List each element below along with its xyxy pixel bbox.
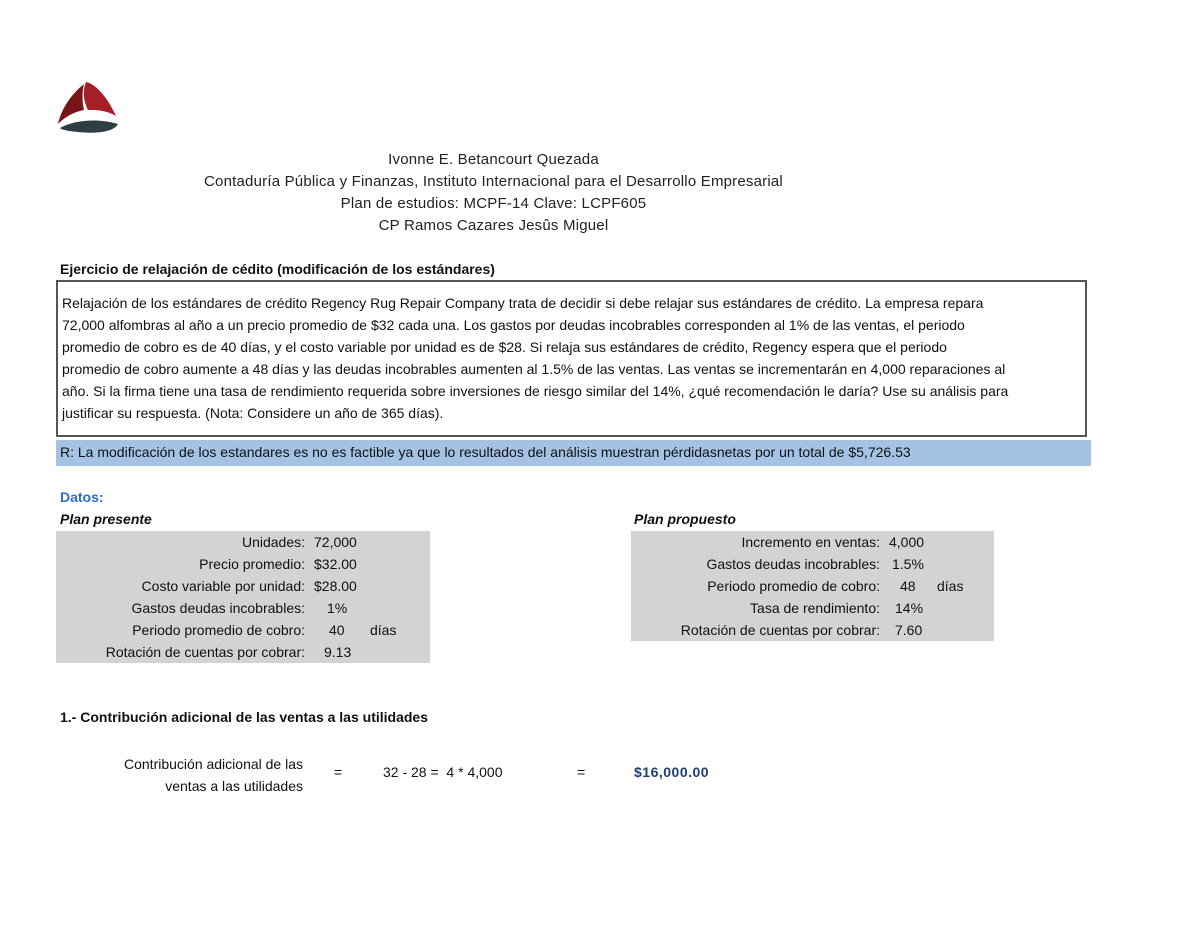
problem-line: 72,000 alfombras al año a un precio promedio de $32 cada una. Los gastos por deudas incobrables corresponden al 1% de las ventas, el periodo: [62, 317, 965, 333]
proposed-value: 4,000: [889, 534, 925, 550]
present-label: Rotación de cuentas por cobrar:: [105, 644, 305, 660]
present-row: [56, 597, 430, 619]
present-label: Unidades:: [241, 534, 305, 550]
proposed-unit: días: [937, 578, 964, 594]
present-row: [56, 575, 430, 597]
problem-line: promedio de cobro es de 40 días, y el costo variable por unidad es de $28. Si relaja sus estándares de crédito, Regency espera que el periodo: [62, 339, 947, 355]
author-name: Ivonne E. Betancourt Quezada: [388, 151, 599, 168]
contribution-label: [70, 753, 303, 797]
present-value: 9.13: [324, 644, 352, 660]
proposed-label: Gastos deudas incobrables:: [706, 556, 880, 572]
proposed-row: [631, 531, 994, 553]
program-name: Contaduría Pública y Finanzas, Instituto Internacional para el Desarrollo Empresarial: [204, 173, 783, 190]
answer-bar: R: La modificación de los estandares es no es factible ya que lo resultados del análisis muestran pérdidasnetas por un total de $5,726.53: [56, 440, 1091, 466]
formula: 32 - 28 = 4 * 4,000: [383, 764, 503, 780]
datos-label: Datos:: [60, 489, 104, 505]
present-plan-panel: [56, 531, 430, 663]
present-row: [56, 531, 430, 553]
equals-sign: =: [577, 764, 586, 780]
present-value: 1%: [327, 600, 348, 616]
contribution-label-line: Contribución adicional de las: [124, 756, 303, 772]
problem-line: Relajación de los estándares de crédito Regency Rug Repair Company trata de decidir si debe relajar sus estándares de crédito. La empresa repara: [62, 295, 984, 311]
present-value: $32.00: [314, 556, 357, 572]
proposed-plan-title: Plan propuesto: [634, 511, 736, 527]
exercise-title: Ejercicio de relajación de cédito (modificación de los estándares): [60, 261, 495, 277]
proposed-value: 14%: [895, 600, 924, 616]
equals-sign: =: [334, 764, 343, 780]
section-1-title: 1.- Contribución adicional de las ventas a las utilidades: [60, 709, 428, 725]
present-value: 72,000: [314, 534, 357, 550]
present-label: Periodo promedio de cobro:: [132, 622, 305, 638]
problem-line: año. Si la firma tiene una tasa de rendimiento requerida sobre inversiones de riesgo similar del 14%, ¿qué recomendación le daría? Use su análisis para: [62, 383, 1009, 399]
present-row: [56, 553, 430, 575]
present-label: Gastos deudas incobrables:: [131, 600, 305, 616]
present-plan-title: Plan presente: [60, 511, 152, 527]
proposed-plan-panel: [631, 531, 994, 641]
problem-line: justificar su respuesta. (Nota: Considere un año de 365 días).: [62, 405, 444, 421]
contribution-label-line: ventas a las utilidades: [165, 778, 303, 794]
proposed-row: [631, 553, 994, 575]
present-label: Costo variable por unidad:: [141, 578, 305, 594]
proposed-row: [631, 575, 994, 597]
problem-line: promedio de cobro aumente a 48 días y las deudas incobrables aumenten al 1.5% de las ventas. Las ventas se incrementarán en 4,000 reparaciones al: [62, 361, 1006, 377]
teacher-name: CP Ramos Cazares Jesûs Miguel: [378, 217, 609, 234]
proposed-row: [631, 597, 994, 619]
proposed-value: 48: [900, 578, 916, 594]
present-row: [56, 641, 430, 663]
present-value: $28.00: [314, 578, 357, 594]
contribution-result: $16,000.00: [634, 764, 710, 780]
problem-statement: [56, 280, 1087, 437]
proposed-value: 7.60: [895, 622, 923, 638]
present-row: [56, 619, 430, 641]
proposed-label: Periodo promedio de cobro:: [707, 578, 880, 594]
present-unit: días: [370, 622, 397, 638]
present-label: Precio promedio:: [199, 556, 305, 572]
study-plan: Plan de estudios: MCPF-14 Clave: LCPF605: [340, 195, 647, 212]
institution-logo: [56, 80, 120, 134]
proposed-value: 1.5%: [892, 556, 924, 572]
proposed-label: Tasa de rendimiento:: [750, 600, 880, 616]
proposed-row: [631, 619, 994, 641]
proposed-label: Incremento en ventas:: [741, 534, 880, 550]
present-value: 40: [329, 622, 345, 638]
proposed-label: Rotación de cuentas por cobrar:: [680, 622, 880, 638]
